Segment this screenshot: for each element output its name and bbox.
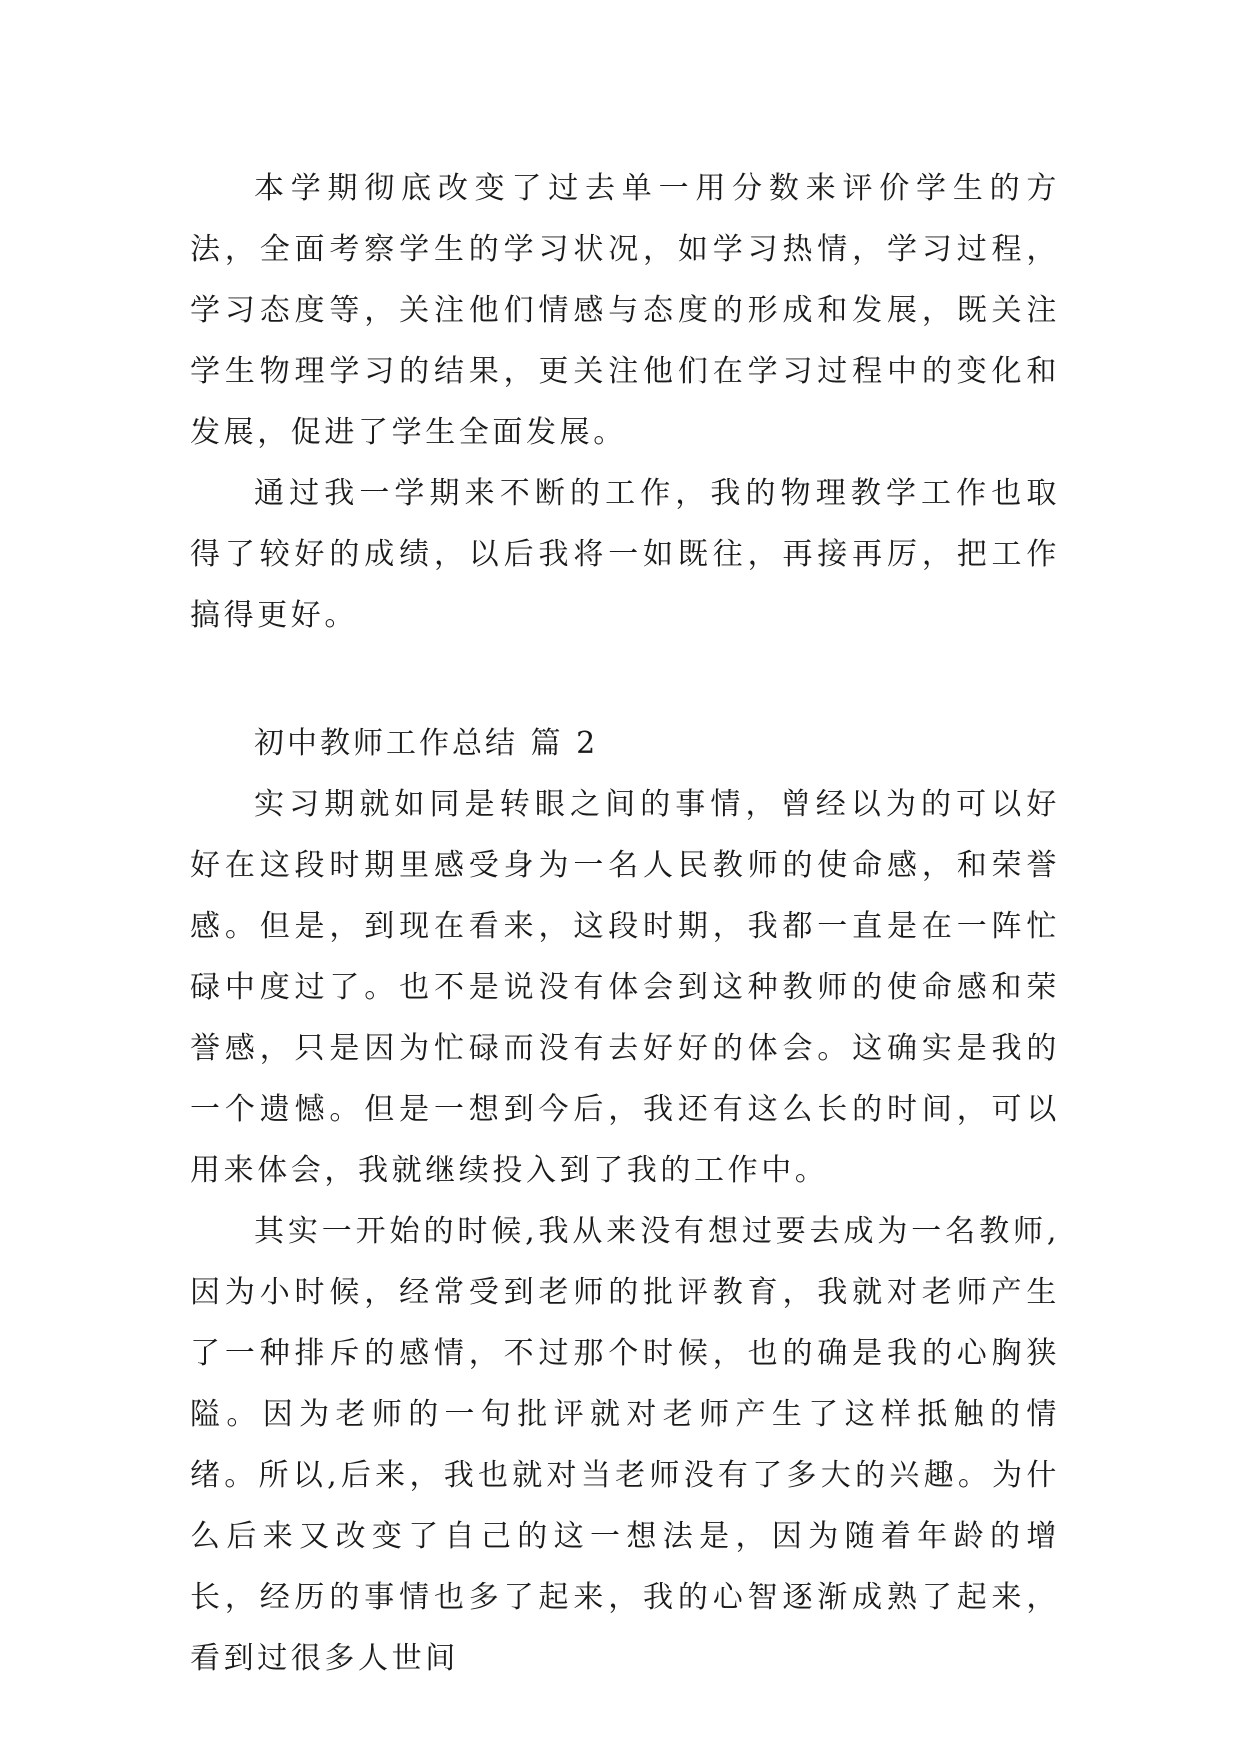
section-spacer [190,646,1060,713]
document-body [190,158,1060,1689]
section-title: 初中教师工作总结 篇 2 [254,726,599,761]
paragraph: 通过我一学期来不断的工作，我的物理教学工作也取得了较好的成绩，以后我将一如既往，再接再厉，把工作搞得更好。 [190,476,1060,633]
paragraph: 实习期就如同是转眼之间的事情，曾经以为的可以好好在这段时期里感受身为一名人民教师的使命感，和荣誉感。但是，到现在看来，这段时期，我都一直是在一阵忙碌中度过了。也不是说没有体会到这种教师的使命感和荣誉感，只是因为忙碌而没有去好好的体会。这确实是我的一个遗憾。但是一想到今后，我还有这么长的时间，可以用来体会，我就继续投入到了我的工作中。 [190,787,1060,1188]
paragraph: 其实一开始的时候,我从来没有想过要去成为一名教师,因为小时候，经常受到老师的批评教育，我就对老师产生了一种排斥的感情，不过那个时候，也的确是我的心胸狭隘。因为老师的一句批评就对老师产生了这样抵触的情绪。所以,后来，我也就对当老师没有了多大的兴趣。为什么后来又改变了自己的这一想法是，因为随着年龄的增长，经历的事情也多了起来，我的心智逐渐成熟了起来，看到过很多人世间 [190,1214,1060,1676]
paragraph: 本学期彻底改变了过去单一用分数来评价学生的方法，全面考察学生的学习状况，如学习热情，学习过程，学习态度等，关注他们情感与态度的形成和发展，既关注学生物理学习的结果，更关注他们在学习过程中的变化和发展，促进了学生全面发展。 [190,171,1060,450]
